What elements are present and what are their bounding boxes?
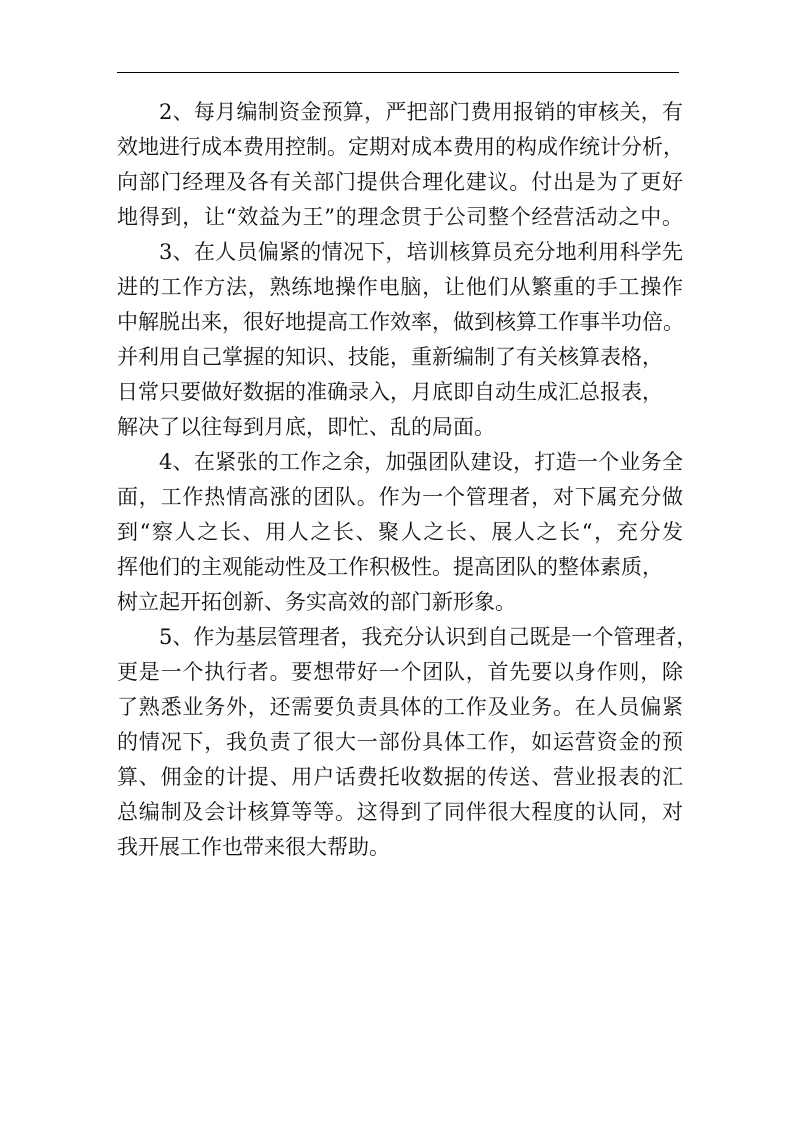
text-line: 日常只要做好数据的准确录入，月底即自动生成汇总报表， xyxy=(117,380,663,404)
text-line: 面，工作热情高涨的团队。作为一个管理者，对下属充分做 xyxy=(117,485,683,509)
header-rule xyxy=(117,72,679,73)
text-line: 了熟悉业务外，还需要负责具体的工作及业务。在人员偏紧 xyxy=(117,695,683,719)
text-line: 到“察人之长、用人之长、聚人之长、展人之长“，充分发 xyxy=(117,520,683,544)
text-line: 3、在人员偏紧的情况下，培训核算员充分地利用科学先 xyxy=(159,240,683,264)
text-line: 进的工作方法，熟练地操作电脑，让他们从繁重的手工操作 xyxy=(117,275,683,299)
text-line: 并利用自己掌握的知识、技能，重新编制了有关核算表格， xyxy=(117,345,663,369)
text-line: 2、每月编制资金预算，严把部门费用报销的审核关，有 xyxy=(159,100,683,124)
paragraph-3 xyxy=(117,235,683,445)
text-line: 更是一个执行者。要想带好一个团队，首先要以身作则，除 xyxy=(117,660,683,684)
text-line: 解决了以往每到月底，即忙、乱的局面。 xyxy=(117,415,495,439)
text-line: 的情况下，我负责了很大一部份具体工作，如运营资金的预 xyxy=(117,730,683,754)
text-line: 5、作为基层管理者，我充分认识到自己既是一个管理者， xyxy=(159,625,698,649)
paragraph-5 xyxy=(117,620,698,865)
text-line: 效地进行成本费用控制。定期对成本费用的构成作统计分析， xyxy=(117,135,684,159)
text-line: 地得到，让“效益为王”的理念贯于公司整个经营活动之中。 xyxy=(117,205,683,229)
text-line: 总编制及会计核算等等。这得到了同伴很大程度的认同，对 xyxy=(117,800,683,824)
paragraph-2 xyxy=(117,95,683,235)
text-line: 挥他们的主观能动性及工作积极性。提高团队的整体素质， xyxy=(117,555,663,579)
paragraph-4 xyxy=(117,445,683,620)
text-line: 中解脱出来，很好地提高工作效率，做到核算工作事半功倍。 xyxy=(117,310,684,334)
text-line: 4、在紧张的工作之余，加强团队建设，打造一个业务全 xyxy=(159,450,683,474)
text-line: 我开展工作也带来很大帮助。 xyxy=(117,835,390,859)
text-line: 树立起开拓创新、务实高效的部门新形象。 xyxy=(117,590,516,614)
document-body xyxy=(117,95,698,865)
text-line: 向部门经理及各有关部门提供合理化建议。付出是为了更好 xyxy=(117,170,683,194)
text-line: 算、佣金的计提、用户话费托收数据的传送、营业报表的汇 xyxy=(117,765,683,789)
